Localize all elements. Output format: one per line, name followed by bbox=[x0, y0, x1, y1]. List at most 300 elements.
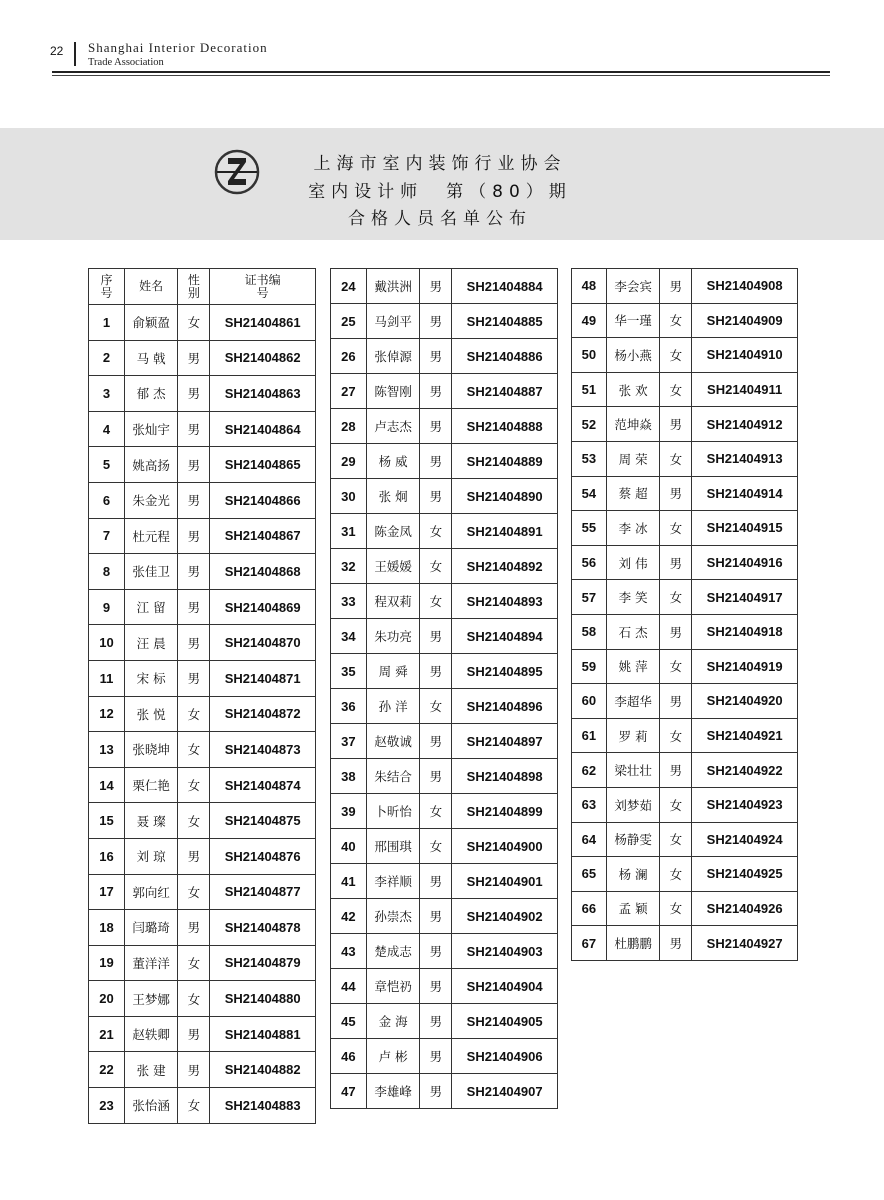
row-gender: 男 bbox=[178, 482, 210, 518]
table-row bbox=[572, 407, 798, 442]
row-name: 栗仁艳 bbox=[124, 767, 177, 803]
row-cert: SH21404906 bbox=[452, 1039, 558, 1074]
row-cert: SH21404907 bbox=[452, 1074, 558, 1109]
table-row bbox=[572, 545, 798, 580]
row-cert: SH21404885 bbox=[452, 304, 558, 339]
header-rule-thin bbox=[52, 75, 830, 76]
row-cert: SH21404921 bbox=[692, 718, 798, 753]
row-cert: SH21404875 bbox=[210, 803, 316, 839]
table-row bbox=[89, 1016, 316, 1052]
table-row bbox=[331, 1074, 558, 1109]
row-name: 赵轶卿 bbox=[124, 1016, 177, 1052]
row-gender: 女 bbox=[178, 732, 210, 768]
table-row bbox=[572, 857, 798, 892]
row-cert: SH21404872 bbox=[210, 696, 316, 732]
table-row bbox=[331, 514, 558, 549]
row-gender: 女 bbox=[660, 822, 692, 857]
row-cert: SH21404886 bbox=[452, 339, 558, 374]
row-number: 14 bbox=[89, 767, 125, 803]
row-name: 宋 标 bbox=[124, 660, 177, 696]
row-name: 邢围琪 bbox=[366, 829, 420, 864]
table-row bbox=[89, 767, 316, 803]
row-number: 44 bbox=[331, 969, 367, 1004]
row-number: 64 bbox=[572, 822, 607, 857]
table-row bbox=[89, 518, 316, 554]
table-row bbox=[89, 660, 316, 696]
association-name bbox=[88, 40, 268, 68]
row-gender: 女 bbox=[178, 874, 210, 910]
row-name: 杜元程 bbox=[124, 518, 177, 554]
table-row bbox=[331, 619, 558, 654]
row-cert: SH21404870 bbox=[210, 625, 316, 661]
row-gender: 男 bbox=[660, 753, 692, 788]
roster-table-2 bbox=[330, 268, 558, 1109]
row-gender: 男 bbox=[178, 1052, 210, 1088]
row-number: 8 bbox=[89, 554, 125, 590]
row-name: 陈金凤 bbox=[366, 514, 420, 549]
row-name: 聂 璨 bbox=[124, 803, 177, 839]
row-cert: SH21404902 bbox=[452, 899, 558, 934]
row-gender: 男 bbox=[178, 589, 210, 625]
row-number: 34 bbox=[331, 619, 367, 654]
table-row bbox=[331, 934, 558, 969]
row-gender: 男 bbox=[660, 545, 692, 580]
association-line-1: Shanghai Interior Decoration bbox=[88, 40, 268, 55]
row-gender: 男 bbox=[420, 269, 452, 304]
table-row bbox=[572, 303, 798, 338]
row-cert: SH21404867 bbox=[210, 518, 316, 554]
table-row bbox=[572, 926, 798, 961]
row-name: 杨静雯 bbox=[606, 822, 660, 857]
row-number: 17 bbox=[89, 874, 125, 910]
row-gender: 男 bbox=[420, 1074, 452, 1109]
row-name: 王媛媛 bbox=[366, 549, 420, 584]
table-row bbox=[89, 945, 316, 981]
roster-table-3 bbox=[571, 268, 798, 961]
row-gender: 女 bbox=[660, 718, 692, 753]
row-gender: 女 bbox=[660, 580, 692, 615]
table-row bbox=[89, 340, 316, 376]
row-gender: 男 bbox=[660, 684, 692, 719]
row-gender: 女 bbox=[660, 303, 692, 338]
row-name: 陈智刚 bbox=[366, 374, 420, 409]
row-name: 俞颖盈 bbox=[124, 305, 177, 341]
row-cert: SH21404882 bbox=[210, 1052, 316, 1088]
association-line-2: Trade Association bbox=[88, 57, 164, 68]
row-number: 42 bbox=[331, 899, 367, 934]
row-name: 张 欢 bbox=[606, 372, 660, 407]
row-gender: 男 bbox=[420, 619, 452, 654]
row-number: 5 bbox=[89, 447, 125, 483]
title-line-1: 上海市室内装饰行业协会 bbox=[313, 154, 567, 174]
row-cert: SH21404910 bbox=[692, 338, 798, 373]
row-name: 杨 澜 bbox=[606, 857, 660, 892]
row-cert: SH21404918 bbox=[692, 614, 798, 649]
row-number: 45 bbox=[331, 1004, 367, 1039]
row-gender: 男 bbox=[420, 1004, 452, 1039]
row-name: 张 建 bbox=[124, 1052, 177, 1088]
row-cert: SH21404876 bbox=[210, 838, 316, 874]
row-number: 37 bbox=[331, 724, 367, 759]
table-row bbox=[572, 269, 798, 304]
row-number: 47 bbox=[331, 1074, 367, 1109]
row-number: 16 bbox=[89, 838, 125, 874]
row-cert: SH21404917 bbox=[692, 580, 798, 615]
row-cert: SH21404899 bbox=[452, 794, 558, 829]
row-gender: 女 bbox=[420, 829, 452, 864]
row-number: 33 bbox=[331, 584, 367, 619]
table-row bbox=[572, 649, 798, 684]
row-name: 马 戟 bbox=[124, 340, 177, 376]
header-divider bbox=[74, 42, 76, 66]
table-row bbox=[89, 376, 316, 412]
row-number: 54 bbox=[572, 476, 607, 511]
row-number: 4 bbox=[89, 411, 125, 447]
row-cert: SH21404923 bbox=[692, 787, 798, 822]
row-gender: 男 bbox=[178, 660, 210, 696]
table-row bbox=[89, 625, 316, 661]
row-gender: 女 bbox=[178, 981, 210, 1017]
row-cert: SH21404898 bbox=[452, 759, 558, 794]
row-name: 朱金光 bbox=[124, 482, 177, 518]
row-gender: 男 bbox=[420, 374, 452, 409]
row-name: 孙崇杰 bbox=[366, 899, 420, 934]
title-line-2: 室内设计师 第（80）期 bbox=[308, 182, 572, 202]
table-row bbox=[331, 864, 558, 899]
row-number: 23 bbox=[89, 1088, 125, 1124]
row-name: 赵敬诚 bbox=[366, 724, 420, 759]
row-name: 李祥顺 bbox=[366, 864, 420, 899]
row-gender: 女 bbox=[420, 794, 452, 829]
row-cert: SH21404926 bbox=[692, 891, 798, 926]
row-name: 姚 萍 bbox=[606, 649, 660, 684]
table-row bbox=[89, 732, 316, 768]
table-row bbox=[331, 269, 558, 304]
table-row bbox=[89, 1052, 316, 1088]
table-row bbox=[331, 1004, 558, 1039]
row-cert: SH21404869 bbox=[210, 589, 316, 625]
row-cert: SH21404894 bbox=[452, 619, 558, 654]
row-gender: 男 bbox=[178, 340, 210, 376]
row-name: 杨 威 bbox=[366, 444, 420, 479]
table-row bbox=[331, 1039, 558, 1074]
row-gender: 女 bbox=[660, 338, 692, 373]
row-name: 朱结合 bbox=[366, 759, 420, 794]
row-number: 51 bbox=[572, 372, 607, 407]
row-number: 40 bbox=[331, 829, 367, 864]
row-cert: SH21404887 bbox=[452, 374, 558, 409]
row-number: 28 bbox=[331, 409, 367, 444]
row-cert: SH21404900 bbox=[452, 829, 558, 864]
row-name: 张灿宇 bbox=[124, 411, 177, 447]
row-gender: 男 bbox=[420, 479, 452, 514]
row-cert: SH21404879 bbox=[210, 945, 316, 981]
row-gender: 女 bbox=[660, 891, 692, 926]
table-row bbox=[572, 718, 798, 753]
row-cert: SH21404925 bbox=[692, 857, 798, 892]
row-gender: 女 bbox=[420, 549, 452, 584]
row-cert: SH21404862 bbox=[210, 340, 316, 376]
row-cert: SH21404903 bbox=[452, 934, 558, 969]
row-name: 程双莉 bbox=[366, 584, 420, 619]
table-row bbox=[89, 589, 316, 625]
row-name: 汪 晨 bbox=[124, 625, 177, 661]
row-gender: 男 bbox=[420, 339, 452, 374]
row-number: 24 bbox=[331, 269, 367, 304]
row-gender: 女 bbox=[178, 767, 210, 803]
row-gender: 女 bbox=[178, 696, 210, 732]
row-cert: SH21404892 bbox=[452, 549, 558, 584]
row-name: 李会宾 bbox=[606, 269, 660, 304]
table-row bbox=[331, 794, 558, 829]
row-name: 张佳卫 bbox=[124, 554, 177, 590]
row-gender: 女 bbox=[660, 511, 692, 546]
row-cert: SH21404908 bbox=[692, 269, 798, 304]
row-cert: SH21404901 bbox=[452, 864, 558, 899]
row-number: 66 bbox=[572, 891, 607, 926]
row-cert: SH21404864 bbox=[210, 411, 316, 447]
table-row bbox=[89, 981, 316, 1017]
row-number: 26 bbox=[331, 339, 367, 374]
header-rule bbox=[52, 71, 830, 73]
row-name: 戴洪洲 bbox=[366, 269, 420, 304]
row-gender: 男 bbox=[420, 1039, 452, 1074]
row-cert: SH21404865 bbox=[210, 447, 316, 483]
row-name: 李 笑 bbox=[606, 580, 660, 615]
row-name: 张 悦 bbox=[124, 696, 177, 732]
row-gender: 男 bbox=[178, 1016, 210, 1052]
row-gender: 男 bbox=[660, 614, 692, 649]
row-number: 15 bbox=[89, 803, 125, 839]
row-number: 41 bbox=[331, 864, 367, 899]
row-number: 35 bbox=[331, 654, 367, 689]
row-name: 李雄峰 bbox=[366, 1074, 420, 1109]
row-number: 2 bbox=[89, 340, 125, 376]
row-cert: SH21404891 bbox=[452, 514, 558, 549]
table-row bbox=[89, 803, 316, 839]
row-cert: SH21404927 bbox=[692, 926, 798, 961]
row-number: 19 bbox=[89, 945, 125, 981]
row-name: 王梦娜 bbox=[124, 981, 177, 1017]
table-row bbox=[572, 338, 798, 373]
row-number: 12 bbox=[89, 696, 125, 732]
row-number: 43 bbox=[331, 934, 367, 969]
row-name: 华一瑾 bbox=[606, 303, 660, 338]
table-header-row bbox=[89, 269, 316, 305]
row-cert: SH21404904 bbox=[452, 969, 558, 1004]
row-name: 卢志杰 bbox=[366, 409, 420, 444]
row-cert: SH21404861 bbox=[210, 305, 316, 341]
table-row bbox=[572, 614, 798, 649]
row-name: 刘 伟 bbox=[606, 545, 660, 580]
row-gender: 男 bbox=[420, 444, 452, 479]
row-name: 卜昕怡 bbox=[366, 794, 420, 829]
table-row bbox=[331, 829, 558, 864]
row-name: 章恺礽 bbox=[366, 969, 420, 1004]
row-number: 38 bbox=[331, 759, 367, 794]
table-row bbox=[331, 969, 558, 1004]
row-number: 48 bbox=[572, 269, 607, 304]
row-name: 梁壮壮 bbox=[606, 753, 660, 788]
row-number: 58 bbox=[572, 614, 607, 649]
row-name: 孙 洋 bbox=[366, 689, 420, 724]
row-number: 13 bbox=[89, 732, 125, 768]
row-number: 65 bbox=[572, 857, 607, 892]
row-name: 李 冰 bbox=[606, 511, 660, 546]
row-number: 25 bbox=[331, 304, 367, 339]
row-number: 50 bbox=[572, 338, 607, 373]
row-number: 32 bbox=[331, 549, 367, 584]
table-row bbox=[89, 910, 316, 946]
table-row bbox=[572, 787, 798, 822]
table-row bbox=[89, 482, 316, 518]
table-row bbox=[331, 654, 558, 689]
row-cert: SH21404895 bbox=[452, 654, 558, 689]
row-gender: 男 bbox=[178, 376, 210, 412]
row-cert: SH21404897 bbox=[452, 724, 558, 759]
row-number: 31 bbox=[331, 514, 367, 549]
row-cert: SH21404881 bbox=[210, 1016, 316, 1052]
row-number: 59 bbox=[572, 649, 607, 684]
row-name: 孟 颖 bbox=[606, 891, 660, 926]
row-number: 1 bbox=[89, 305, 125, 341]
row-name: 卢 彬 bbox=[366, 1039, 420, 1074]
row-cert: SH21404883 bbox=[210, 1088, 316, 1124]
row-gender: 男 bbox=[420, 724, 452, 759]
table-row bbox=[89, 1088, 316, 1124]
table-row bbox=[331, 339, 558, 374]
row-cert: SH21404916 bbox=[692, 545, 798, 580]
row-number: 55 bbox=[572, 511, 607, 546]
row-gender: 男 bbox=[660, 269, 692, 304]
row-gender: 男 bbox=[178, 625, 210, 661]
table-row bbox=[331, 304, 558, 339]
row-cert: SH21404914 bbox=[692, 476, 798, 511]
row-gender: 男 bbox=[420, 759, 452, 794]
table-row bbox=[331, 759, 558, 794]
row-cert: SH21404912 bbox=[692, 407, 798, 442]
row-cert: SH21404924 bbox=[692, 822, 798, 857]
row-number: 62 bbox=[572, 753, 607, 788]
row-gender: 女 bbox=[420, 514, 452, 549]
header-gender: 性别 bbox=[178, 269, 210, 305]
row-number: 9 bbox=[89, 589, 125, 625]
table-row bbox=[331, 444, 558, 479]
row-name: 金 海 bbox=[366, 1004, 420, 1039]
row-name: 江 留 bbox=[124, 589, 177, 625]
row-number: 67 bbox=[572, 926, 607, 961]
row-gender: 女 bbox=[420, 689, 452, 724]
row-name: 杜鹏鹏 bbox=[606, 926, 660, 961]
row-cert: SH21404878 bbox=[210, 910, 316, 946]
row-cert: SH21404922 bbox=[692, 753, 798, 788]
row-gender: 男 bbox=[660, 407, 692, 442]
row-cert: SH21404890 bbox=[452, 479, 558, 514]
header-name: 姓名 bbox=[124, 269, 177, 305]
row-cert: SH21404868 bbox=[210, 554, 316, 590]
table-row bbox=[89, 838, 316, 874]
row-name: 刘梦茹 bbox=[606, 787, 660, 822]
row-name: 周 舜 bbox=[366, 654, 420, 689]
row-gender: 女 bbox=[660, 372, 692, 407]
table-row bbox=[572, 441, 798, 476]
row-name: 范坤焱 bbox=[606, 407, 660, 442]
header-cert: 证书编号 bbox=[210, 269, 316, 305]
row-gender: 女 bbox=[660, 787, 692, 822]
row-name: 张晓坤 bbox=[124, 732, 177, 768]
row-cert: SH21404896 bbox=[452, 689, 558, 724]
row-gender: 男 bbox=[660, 476, 692, 511]
row-gender: 女 bbox=[660, 857, 692, 892]
row-gender: 女 bbox=[178, 1088, 210, 1124]
row-gender: 男 bbox=[420, 899, 452, 934]
row-name: 姚高扬 bbox=[124, 447, 177, 483]
row-cert: SH21404877 bbox=[210, 874, 316, 910]
table-row bbox=[89, 411, 316, 447]
table-row bbox=[331, 899, 558, 934]
row-cert: SH21404873 bbox=[210, 732, 316, 768]
table-row bbox=[572, 372, 798, 407]
row-number: 63 bbox=[572, 787, 607, 822]
row-name: 闫璐琦 bbox=[124, 910, 177, 946]
row-cert: SH21404889 bbox=[452, 444, 558, 479]
row-gender: 女 bbox=[178, 945, 210, 981]
row-cert: SH21404880 bbox=[210, 981, 316, 1017]
row-name: 张怡涵 bbox=[124, 1088, 177, 1124]
row-number: 10 bbox=[89, 625, 125, 661]
roster-table-1 bbox=[88, 268, 316, 1124]
row-cert: SH21404874 bbox=[210, 767, 316, 803]
table-row bbox=[331, 549, 558, 584]
table-row bbox=[572, 511, 798, 546]
table-row bbox=[572, 753, 798, 788]
header-seq: 序号 bbox=[89, 269, 125, 305]
row-cert: SH21404893 bbox=[452, 584, 558, 619]
row-number: 29 bbox=[331, 444, 367, 479]
row-name: 郁 杰 bbox=[124, 376, 177, 412]
row-cert: SH21404919 bbox=[692, 649, 798, 684]
row-gender: 男 bbox=[178, 411, 210, 447]
row-number: 21 bbox=[89, 1016, 125, 1052]
row-cert: SH21404866 bbox=[210, 482, 316, 518]
row-name: 董洋洋 bbox=[124, 945, 177, 981]
table-row bbox=[89, 447, 316, 483]
row-number: 57 bbox=[572, 580, 607, 615]
row-name: 石 杰 bbox=[606, 614, 660, 649]
row-gender: 男 bbox=[178, 838, 210, 874]
row-number: 39 bbox=[331, 794, 367, 829]
title-line-3: 合格人员名单公布 bbox=[348, 209, 532, 229]
table-row bbox=[331, 479, 558, 514]
row-number: 56 bbox=[572, 545, 607, 580]
row-gender: 女 bbox=[660, 649, 692, 684]
row-gender: 男 bbox=[420, 654, 452, 689]
row-number: 6 bbox=[89, 482, 125, 518]
row-name: 朱功亮 bbox=[366, 619, 420, 654]
row-number: 22 bbox=[89, 1052, 125, 1088]
row-number: 3 bbox=[89, 376, 125, 412]
table-row bbox=[89, 696, 316, 732]
row-name: 郭向红 bbox=[124, 874, 177, 910]
row-name: 李超华 bbox=[606, 684, 660, 719]
row-number: 18 bbox=[89, 910, 125, 946]
row-number: 49 bbox=[572, 303, 607, 338]
row-name: 刘 琼 bbox=[124, 838, 177, 874]
row-gender: 男 bbox=[420, 864, 452, 899]
table-row bbox=[572, 822, 798, 857]
row-gender: 女 bbox=[420, 584, 452, 619]
page-number: 22 bbox=[50, 44, 64, 58]
